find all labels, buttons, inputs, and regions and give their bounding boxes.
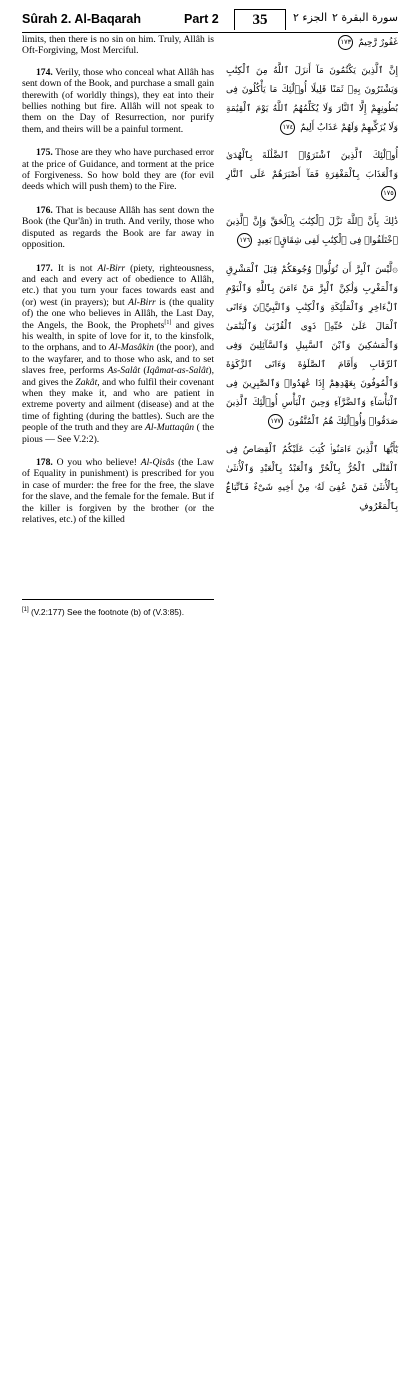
verse-text: (the poor), and to the wayfarer, and to those who ask, and to set slaves free, performs (22, 342, 214, 377)
surah-title: Sûrah 2. Al-Baqarah (22, 12, 142, 26)
arabic-verse-text: إِنَّ ٱلَّذِينَ يَكْتُمُونَ مَآ أَنزَلَ ٱللَّهُ مِنَ ٱلْكِتَٰبِ وَيَشْتَرُونَ بِهِۦ ثَمَنًا قَلِيلًا أُو۟لَٰٓئِكَ مَا يَأْكُلُونَ فِى بُطُونِهِمْ إِلَّا ٱلنَّارَ وَلَا يُكَلِّمُهُمُ ٱللَّهُ يَوْمَ ٱلْقِيَٰمَةِ وَلَا يُزَكِّيهِمْ وَلَهُمْ عَذَابٌ أَلِيمٌ (226, 66, 398, 133)
verse-text: Verily, those who conceal what Allâh has sent down of the Book, and purchase a small gain therewith (of worldly things), they eat into their bellies nothing but fire. Allâh will not speak to them on the Day of Resurrection, nor purify them, and theirs will be a painful torment. (22, 66, 214, 135)
arabic-verse-text: يَٰٓأَيُّهَا ٱلَّذِينَ ءَامَنُوا۟ كُتِبَ عَلَيْكُمُ ٱلْقِصَاصُ فِى ٱلْقَتْلَى ٱلْحُرُّ بِٱلْحُرِّ وَٱلْعَبْدُ بِٱلْعَبْدِ وَٱلْأُنثَىٰ بِٱلْأُنثَىٰ فَمَنْ عُفِىَ لَهُۥ مِنْ أَخِيهِ شَىْءٌ فَٱتِّبَاعٌۢ بِٱلْمَعْرُوفِ (226, 445, 398, 512)
verse-text: and gives his wealth, in spite of love for it, to the kinsfolk, to the orphans, and to (22, 319, 214, 354)
verse-end-marker: ١٧٥ (381, 186, 396, 201)
verse-number: 175. (36, 147, 53, 159)
verse-number: 178. (36, 457, 53, 468)
verse-text: (piety, righteousness, and each and every act of obedience to Allâh, etc.) that you turn your faces towards east and (or) west (in prayers); but (22, 262, 214, 308)
verse-174 (22, 67, 214, 135)
verse-text: O you who believe! (56, 457, 141, 468)
arabic-text-column (226, 34, 398, 526)
verse-end-marker: ١٧٤ (280, 120, 295, 135)
page-header (22, 6, 398, 33)
verse-text: ( (140, 365, 147, 377)
verse-text: , and who fulfil their covenant when they make it, and who are patient in extreme poverty and ailment (disease) and at the time of fighting (during the battles). Such are the people of the truth and they are (22, 376, 215, 434)
italic-term: As-Salât (107, 365, 141, 377)
part-label: Part 2 (184, 12, 219, 26)
surah-title-arabic: سورة البقرة ٢ (331, 11, 398, 24)
footnote-divider (22, 599, 214, 600)
arabic-verse-text: أُو۟لَٰٓئِكَ ٱلَّذِينَ ٱشْتَرَوُا۟ ٱلضَّلَٰلَةَ بِٱلْهُدَىٰ وَٱلْعَذَابَ بِٱلْمَغْفِرَةِ فَمَآ أَصْبَرَهُمْ عَلَى ٱلنَّارِ (226, 151, 398, 180)
verse-text: That is because Allâh has sent down the Book (the Qur'ân) in truth. And verily, those who disputed as regards the Book are far away in opposition. (22, 204, 214, 251)
italic-term: Al-Muttaqûn (145, 422, 195, 434)
verse-text: (the Law of Equality in punishment) is prescribed for you in case of murder: the free for the free, the slave for the slave, and the female for the female. But if the killer is forgiven by the brother (or the relatives, etc.) of the killed (22, 457, 214, 526)
verse-number: 176. (36, 204, 53, 216)
italic-term: Zakât (75, 376, 98, 388)
english-translation-column (22, 34, 214, 537)
footnote-marker: [1] (164, 319, 172, 326)
footnote-text: (V.2:177) See the footnote (b) of (V.3:85). (28, 607, 185, 617)
verse-end-marker: ١٧٣ (338, 35, 353, 50)
arabic-verse-178 (226, 441, 398, 517)
verse-175 (22, 147, 214, 193)
italic-term: Al-Qisâs (140, 457, 175, 468)
footnote (22, 607, 398, 617)
verse-number: 177. (36, 262, 53, 274)
verse-end-marker: ١٧٧ (268, 414, 283, 429)
italic-term: Al-Masâkin (109, 342, 154, 354)
arabic-verse-173-end (226, 34, 398, 53)
juz-label-arabic: الجزء ٢ (293, 11, 328, 24)
italic-term: Al-Birr (128, 296, 156, 308)
verse-text: ), and gives the (22, 365, 215, 388)
arabic-verse-text: ذَٰلِكَ بِأَنَّ ٱللَّهَ نَزَّلَ ٱلْكِتَٰبَ بِٱلْحَقِّ وَإِنَّ ٱلَّذِينَ ٱخْتَلَفُوا۟ فِى ٱلْكِتَٰبِ لَفِى شِقَاقٍۭ بَعِيدٍ (226, 217, 398, 246)
verse-continuation: limits, then there is no sin on him. Truly, Allâh is Oft-Forgiving, Most Merciful. (22, 34, 214, 57)
footnote-marker: [1] (22, 607, 29, 614)
verse-177 (22, 263, 214, 446)
verse-text: It is not (57, 262, 98, 274)
verse-number: 174. (36, 66, 53, 78)
arabic-verse-175 (226, 147, 398, 204)
verse-text: Those are they who have purchased error at the price of Guidance, and torment at the price of Forgiveness. So how bold they are (for evil deeds which will push them) to the Fire. (22, 147, 214, 193)
arabic-verse-176 (226, 213, 398, 251)
verse-text: is (the quality of) the one who believes in Allâh, the Last Day, the Angels, the Book, the Prophets (22, 296, 215, 331)
arabic-verse-174 (226, 62, 398, 138)
verse-text: ( the pious — See V.2:2). (22, 422, 214, 445)
italic-term: Al-Birr (97, 262, 126, 274)
arabic-verse-text: غَفُورٌ رَّحِيمٌ (358, 38, 398, 48)
verse-end-marker: ١٧٦ (237, 233, 252, 248)
page-number: 35 (234, 9, 286, 30)
arabic-verse-177 (226, 260, 398, 432)
rub-el-hizb-icon: ۞ (392, 264, 398, 275)
verse-176 (22, 205, 214, 251)
arabic-verse-text: لَّيْسَ ٱلْبِرَّ أَن تُوَلُّوا۟ وُجُوهَكُمْ قِبَلَ ٱلْمَشْرِقِ وَٱلْمَغْرِبِ وَلَٰكِنَّ ٱلْبِرَّ مَنْ ءَامَنَ بِٱللَّهِ وَٱلْيَوْمِ ٱلْءَاخِرِ وَٱلْمَلَٰٓئِكَةِ وَٱلْكِتَٰبِ وَٱلنَّبِيِّۦنَ وَءَاتَى ٱلْمَالَ عَلَىٰ حُبِّهِۦ ذَوِى ٱلْقُرْبَىٰ وَٱلْيَتَٰمَىٰ وَٱلْمَسَٰكِينَ وَٱبْنَ ٱلسَّبِيلِ وَٱلسَّآئِلِينَ وَفِى ٱلرِّقَابِ وَأَقَامَ ٱلصَّلَوٰةَ وَءَاتَى ٱلزَّكَوٰةَ وَٱلْمُوفُونَ بِعَهْدِهِمْ إِذَا عَٰهَدُوا۟ وَٱلصَّٰبِرِينَ فِى ٱلْبَأْسَآءِ وَٱلضَّرَّآءِ وَحِينَ ٱلْبَأْسِ أُو۟لَٰٓئِكَ ٱلَّذِينَ صَدَقُوا۟ وَأُو۟لَٰٓئِكَ هُمُ ٱلْمُتَّقُونَ (226, 265, 398, 427)
verse-178 (22, 457, 214, 525)
italic-term: Iqâmat-as-Salât (146, 365, 209, 377)
